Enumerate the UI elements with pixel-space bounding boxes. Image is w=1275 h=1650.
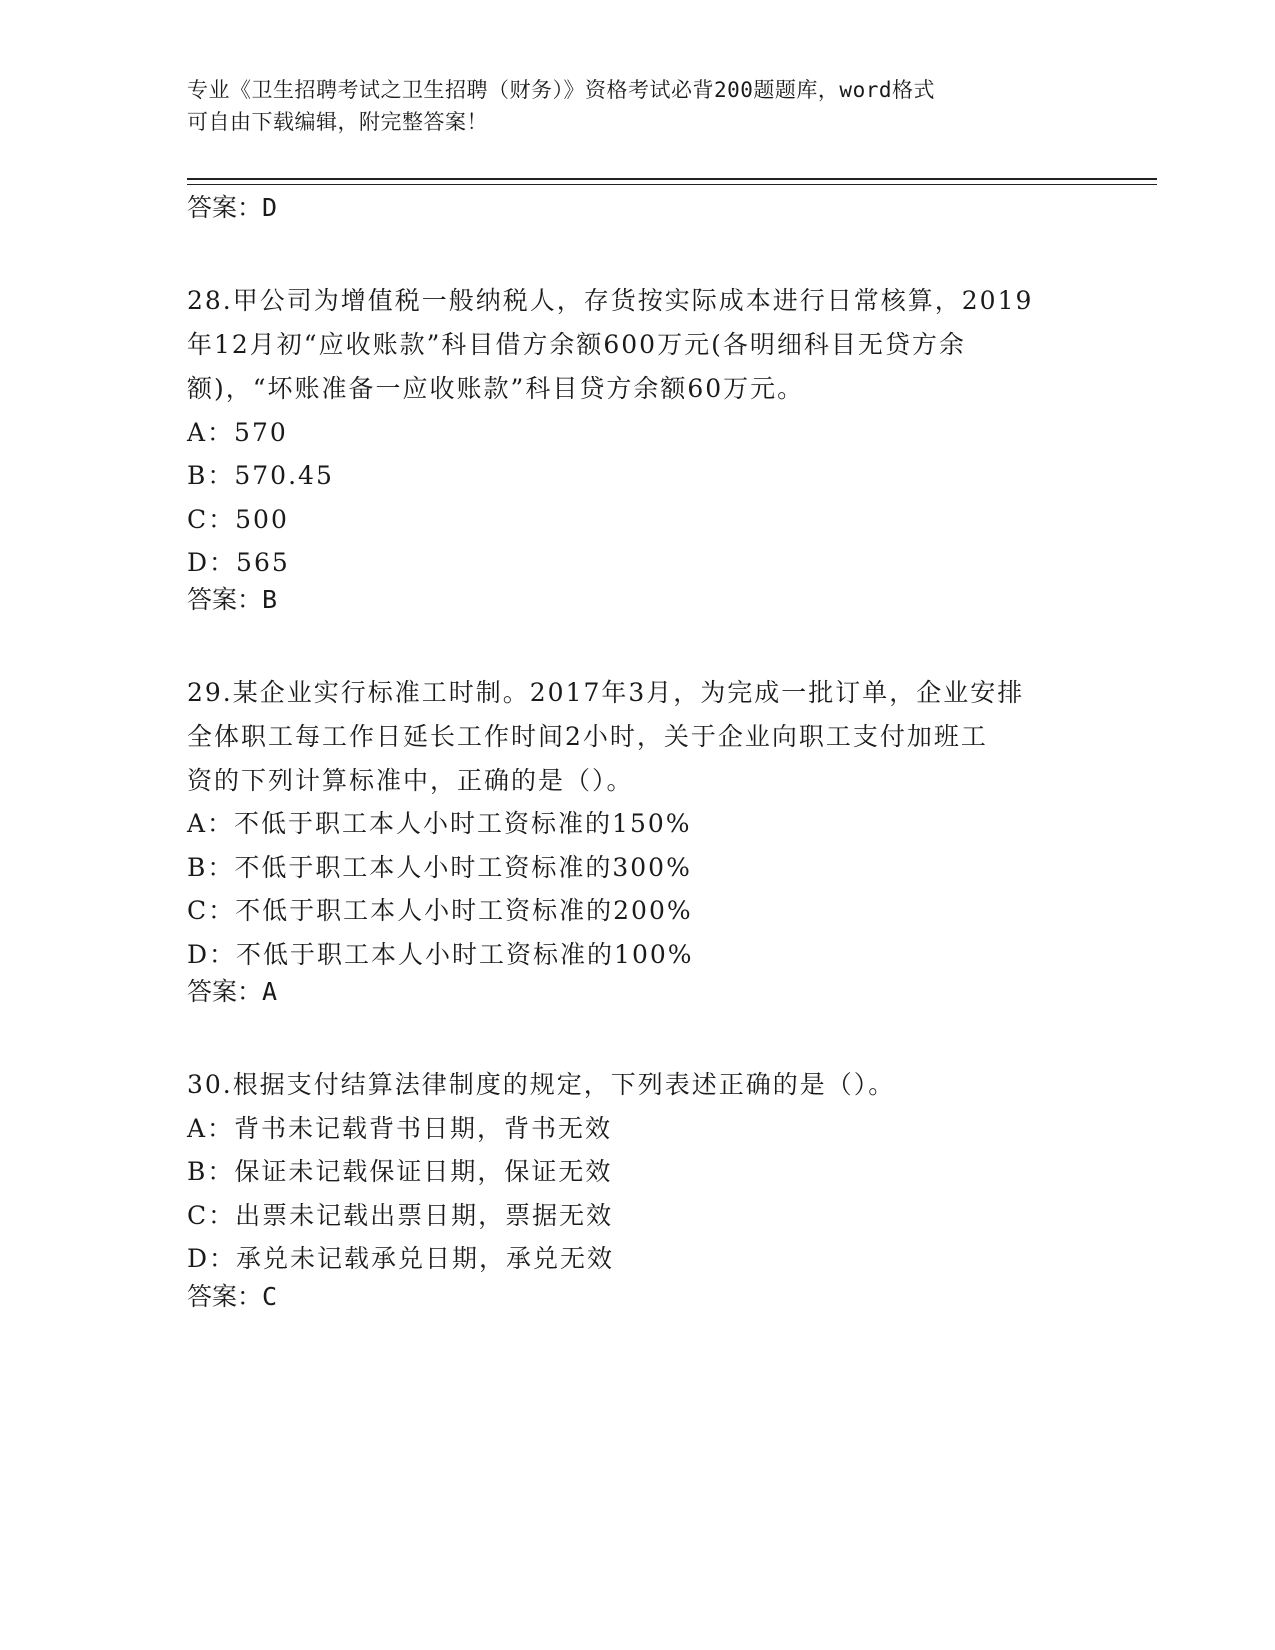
question-30-option-a: A：背书未记载背书日期，背书无效 <box>187 1114 613 1143</box>
question-28-option-d: D：565 <box>187 548 290 577</box>
question-28-stem-line-1: 28.甲公司为增值税一般纳税人，存货按实际成本进行日常核算，2019 <box>187 286 1034 315</box>
header-line-2: 可自由下载编辑，附完整答案！ <box>187 110 488 134</box>
question-30-stem-line-1: 30.根据支付结算法律制度的规定，下列表述正确的是（）。 <box>187 1070 896 1099</box>
question-29-option-b: B：不低于职工本人小时工资标准的300% <box>187 853 692 882</box>
question-28-option-b: B：570.45 <box>187 461 334 490</box>
question-28-stem-line-2: 年12月初“应收账款”科目借方余额600万元(各明细科目无贷方余 <box>187 330 966 359</box>
header-divider-thin <box>187 184 1157 185</box>
previous-answer: 答案：D <box>187 193 278 222</box>
question-28-answer: 答案：B <box>187 585 278 614</box>
question-28-option-c: C：500 <box>187 505 289 534</box>
question-29-option-d: D：不低于职工本人小时工资标准的100% <box>187 940 694 969</box>
document-header <box>187 74 1087 138</box>
question-29-stem-line-1: 29.某企业实行标准工时制。2017年3月，为完成一批订单，企业安排 <box>187 678 1025 707</box>
question-29-answer: 答案：A <box>187 977 278 1006</box>
header-line-1: 专业《卫生招聘考试之卫生招聘（财务）》资格考试必背200题题库，word格式 <box>187 78 935 102</box>
question-29-stem-line-3: 资的下列计算标准中，正确的是（）。 <box>187 766 634 795</box>
question-28-stem-line-3: 额)，“坏账准备一应收账款”科目贷方余额60万元。 <box>187 374 805 403</box>
header-divider <box>187 178 1157 180</box>
question-30-option-d: D：承兑未记载承兑日期，承兑无效 <box>187 1244 615 1273</box>
question-28-option-a: A：570 <box>187 418 288 447</box>
question-29-stem-line-2: 全体职工每工作日延长工作时间2小时，关于企业向职工支付加班工 <box>187 722 988 751</box>
question-30-answer: 答案：C <box>187 1282 278 1311</box>
question-29-option-c: C：不低于职工本人小时工资标准的200% <box>187 896 693 925</box>
question-30-option-c: C：出票未记载出票日期，票据无效 <box>187 1201 614 1230</box>
question-29-option-a: A：不低于职工本人小时工资标准的150% <box>187 809 692 838</box>
question-30-option-b: B：保证未记载保证日期，保证无效 <box>187 1157 613 1186</box>
